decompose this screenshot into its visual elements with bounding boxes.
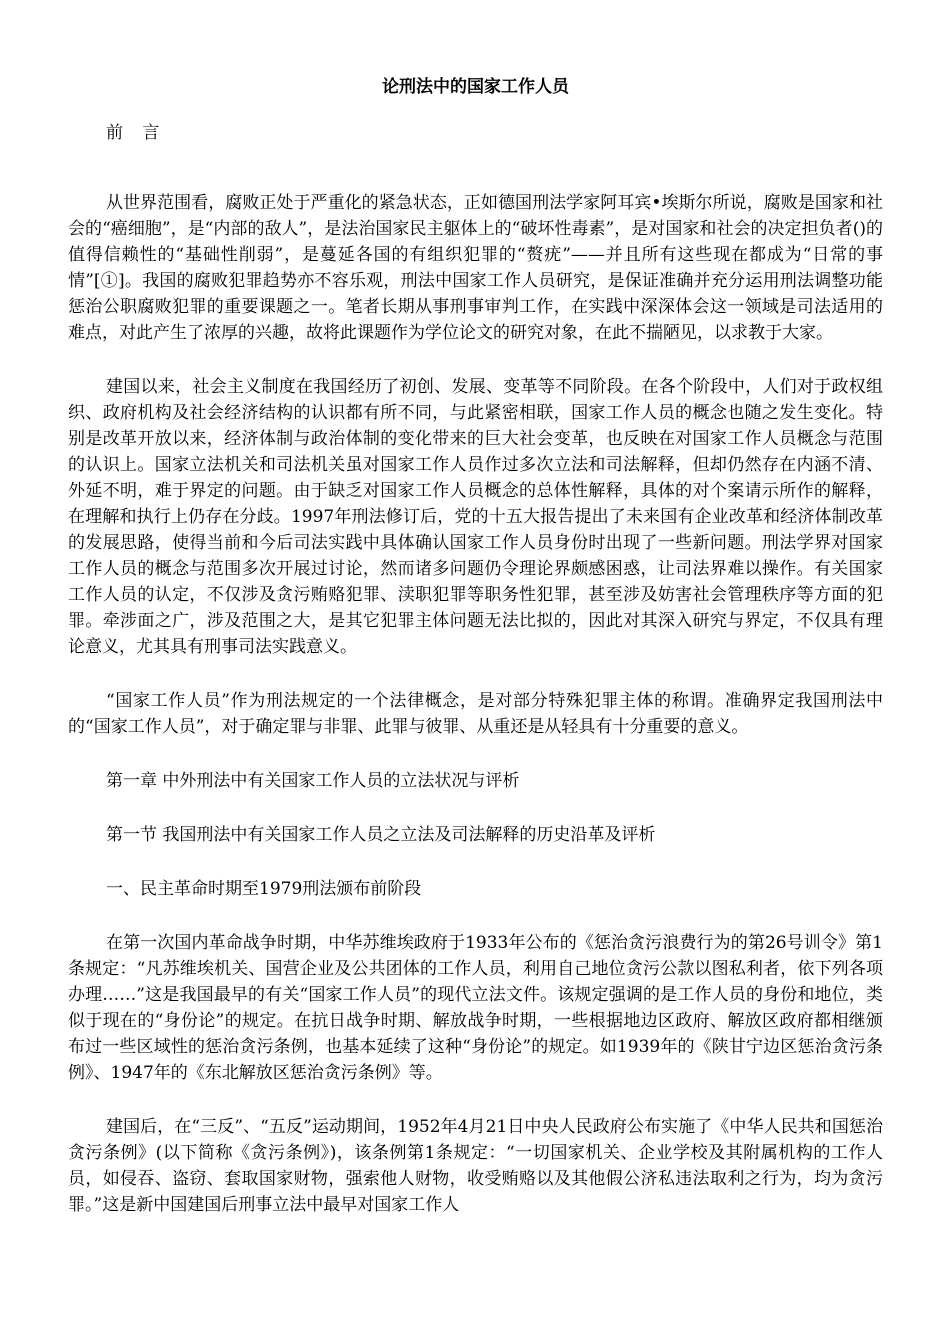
subsection-heading: 一、民主革命时期至1979刑法颁布前阶段 bbox=[106, 879, 422, 899]
document-page bbox=[68, 74, 883, 1218]
preface-heading: 前 言 bbox=[106, 123, 167, 143]
preface-paragraph-1: 从世界范围看，腐败正处于严重化的紧急状态，正如德国刑法学家阿耳宾•埃斯尔所说，腐败是国家和社会的“癌细胞”，是“内部的敌人”，是法治国家民主躯体上的“破坏性毒素”，是对国家和社会的决定担负者()的值得信赖性的“基础性削弱”，是蔓延各国的有组织犯罪的“赘疣”——并且所有这些现在都成为“日常的事情”[①]。我国的腐败犯罪趋势亦不容乐观，刑法中国家工作人员研究，是保证准确并充分运用刑法调整功能惩治公职腐败犯罪的重要课题之一。笔者长期从事刑事审判工作，在实践中深深体会这一领域是司法适用的难点，对此产生了浓厚的兴趣，故将此课题作为学位论文的研究对象，在此不揣陋见，以求教于大家。 bbox=[68, 193, 883, 343]
section-heading: 第一节 我国刑法中有关国家工作人员之立法及司法解释的历史沿革及评析 bbox=[106, 825, 656, 845]
chapter-heading: 第一章 中外刑法中有关国家工作人员的立法状况与评析 bbox=[106, 771, 520, 791]
document-title: 论刑法中的国家工作人员 bbox=[382, 77, 569, 97]
body-paragraph-2: 建国后，在“三反”、“五反”运动期间，1952年4月21日中央人民政府公布实施了《中华人民共和国惩治贪污条例》(以下简称《贪污条例》)，该条例第1条规定：“一切国家机关、企业学校及其附属机构的工作人员，如侵吞、盗窃、套取国家财物，强索他人财物，收受贿赂以及其他假公济私违法取利之行为，均为贪污罪。”这是新中国建国后刑事立法中最早对国家工作人 bbox=[68, 1117, 883, 1215]
preface-paragraph-2: 建国以来，社会主义制度在我国经历了初创、发展、变革等不同阶段。在各个阶段中，人们对于政权组织、政府机构及社会经济结构的认识都有所不同，与此紧密相联，国家工作人员的概念也随之发生变化。特别是改革开放以来，经济体制与政治体制的变化带来的巨大社会变革，也反映在对国家工作人员概念与范围的认识上。国家立法机关和司法机关虽对国家工作人员作过多次立法和司法解释，但却仍然存在内涵不清、外延不明，难于界定的问题。由于缺乏对国家工作人员概念的总体性解释，具体的对个案请示所作的解释，在理解和执行上仍存在分歧。1997年刑法修订后，党的十五大报告提出了未来国有企业改革和经济体制改革的发展思路，使得当前和今后司法实践中具体确认国家工作人员身份时出现了一些新问题。刑法学界对国家工作人员的概念与范围多次开展过讨论，然而诸多问题仍令理论界颇感困惑，让司法界难以操作。有关国家工作人员的认定，不仅涉及贪污贿赂犯罪、渎职犯罪等职务性犯罪，甚至涉及妨害社会管理秩序等方面的犯罪。牵涉面之广，涉及范围之大，是其它犯罪主体问题无法比拟的，因此对其深入研究与界定，不仅具有理论意义，尤其具有刑事司法实践意义。 bbox=[68, 377, 883, 657]
body-paragraph-1: 在第一次国内革命战争时期，中华苏维埃政府于1933年公布的《惩治贪污浪费行为的第26号训令》第1条规定：“凡苏维埃机关、国营企业及公共团体的工作人员，利用自己地位贪污公款以图私利者，依下列各项办理……”这是我国最早的有关“国家工作人员”的现代立法文件。该规定强调的是工作人员的身份和地位，类似于现在的“身份论”的规定。在抗日战争时期、解放战争时期，一些根据地边区政府、解放区政府都相继颁布过一些区域性的惩治贪污条例，也基本延续了这种“身份论”的规定。如1939年的《陕甘宁边区惩治贪污条例》、1947年的《东北解放区惩治贪污条例》等。 bbox=[68, 933, 883, 1083]
preface-paragraph-3: “国家工作人员”作为刑法规定的一个法律概念，是对部分特殊犯罪主体的称谓。准确界定我国刑法中的“国家工作人员”，对于确定罪与非罪、此罪与彼罪、从重还是从轻具有十分重要的意义。 bbox=[68, 691, 883, 737]
